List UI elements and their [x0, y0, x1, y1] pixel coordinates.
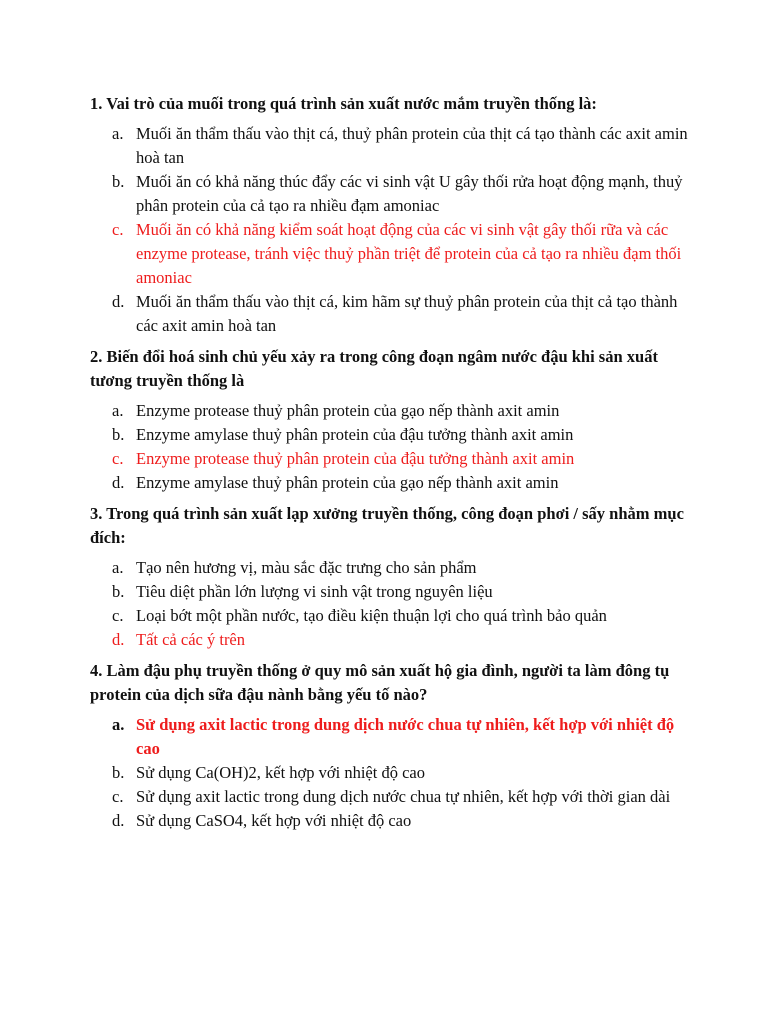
option-b: [90, 423, 688, 447]
question-title: 4. Làm đậu phụ truyền thống ở quy mô sản xuất hộ gia đình, người ta làm đông tụ protein của dịch sữa đậu nành bằng yếu tố nào?: [90, 661, 670, 704]
option-text: Tạo nên hương vị, màu sắc đặc trưng cho sản phẩm: [136, 558, 477, 577]
option-c-correct: [90, 218, 688, 290]
question-2: [90, 345, 688, 495]
option-list: [90, 556, 688, 652]
option-letter: c.: [112, 787, 124, 806]
option-text: Muối ăn có khả năng kiểm soát hoạt động của các vi sinh vật gây thối rữa và các enzyme protease, tránh việc thuỷ phần triệt để protein của cả tạo ra nhiều đạm thối amoniac: [136, 220, 682, 287]
option-b: [90, 170, 688, 218]
option-letter: a.: [112, 401, 124, 420]
option-letter: c.: [112, 220, 124, 239]
option-letter: c.: [112, 606, 124, 625]
option-letter: a.: [112, 558, 124, 577]
option-b: [90, 761, 688, 785]
option-list: [90, 399, 688, 495]
option-text: Tất cả các ý trên: [136, 630, 246, 649]
option-text: Enzyme amylase thuỷ phân protein của đậu tưởng thành axit amin: [136, 425, 574, 444]
option-letter: d.: [112, 811, 125, 830]
option-a-correct: [90, 713, 688, 761]
option-a: [90, 122, 688, 170]
option-text: Enzyme protease thuỷ phân protein của gạo nếp thành axit amin: [136, 401, 560, 420]
option-text: Enzyme amylase thuỷ phân protein của gạo nếp thành axit amin: [136, 473, 559, 492]
question-4: [90, 659, 688, 833]
option-list: [90, 713, 688, 833]
option-b: [90, 580, 688, 604]
option-text: Muối ăn thẩm thấu vào thịt cá, thuỷ phân protein của thịt cá tạo thành các axit amin hoà tan: [136, 124, 688, 167]
option-letter: a.: [112, 124, 124, 143]
question-3: [90, 502, 688, 652]
option-d: [90, 290, 688, 338]
option-text: Sử dụng CaSO4, kết hợp với nhiệt độ cao: [136, 811, 412, 830]
option-letter: b.: [112, 582, 125, 601]
option-a: [90, 556, 688, 580]
option-letter: d.: [112, 292, 125, 311]
option-letter: b.: [112, 763, 125, 782]
option-text: Sử dụng Ca(OH)2, kết hợp với nhiệt độ cao: [136, 763, 425, 782]
option-text: Sử dụng axit lactic trong dung dịch nước chua tự nhiên, kết hợp với thời gian dài: [136, 787, 671, 806]
question-title: 1. Vai trò của muối trong quá trình sản xuất nước mắm truyền thống là:: [90, 94, 597, 113]
option-list: [90, 122, 688, 338]
question-title: 3. Trong quá trình sản xuất lạp xưởng truyền thống, công đoạn phơi / sấy nhằm mục đích:: [90, 504, 684, 547]
option-letter: b.: [112, 172, 125, 191]
option-d: [90, 809, 688, 833]
option-c: [90, 604, 688, 628]
option-letter: b.: [112, 425, 125, 444]
question-title: 2. Biến đổi hoá sinh chủ yếu xảy ra trong công đoạn ngâm nước đậu khi sản xuất tương truyền thống là: [90, 347, 658, 390]
option-c: [90, 785, 688, 809]
option-letter: a.: [112, 715, 125, 734]
option-text: Loại bớt một phần nước, tạo điều kiện thuận lợi cho quá trình bảo quản: [136, 606, 607, 625]
option-d-correct: [90, 628, 688, 652]
option-text: Muối ăn có khả năng thúc đẩy các vi sinh vật U gây thối rửa hoạt động mạnh, thuỷ phân protein của cả tạo ra nhiều đạm amoniac: [136, 172, 683, 215]
option-letter: c.: [112, 449, 124, 468]
option-text: Tiêu diệt phần lớn lượng vi sinh vật trong nguyên liệu: [136, 582, 493, 601]
option-text: Sử dụng axit lactic trong dung dịch nước chua tự nhiên, kết hợp với nhiệt độ cao: [136, 715, 675, 758]
option-d: [90, 471, 688, 495]
option-a: [90, 399, 688, 423]
option-c-correct: [90, 447, 688, 471]
option-letter: d.: [112, 630, 125, 649]
question-1: [90, 92, 688, 338]
option-text: Muối ăn thẩm thấu vào thịt cá, kim hãm sự thuỷ phân protein của thịt cả tạo thành các axit amin hoà tan: [136, 292, 678, 335]
option-letter: d.: [112, 473, 125, 492]
option-text: Enzyme protease thuỷ phân protein của đậu tưởng thành axit amin: [136, 449, 575, 468]
